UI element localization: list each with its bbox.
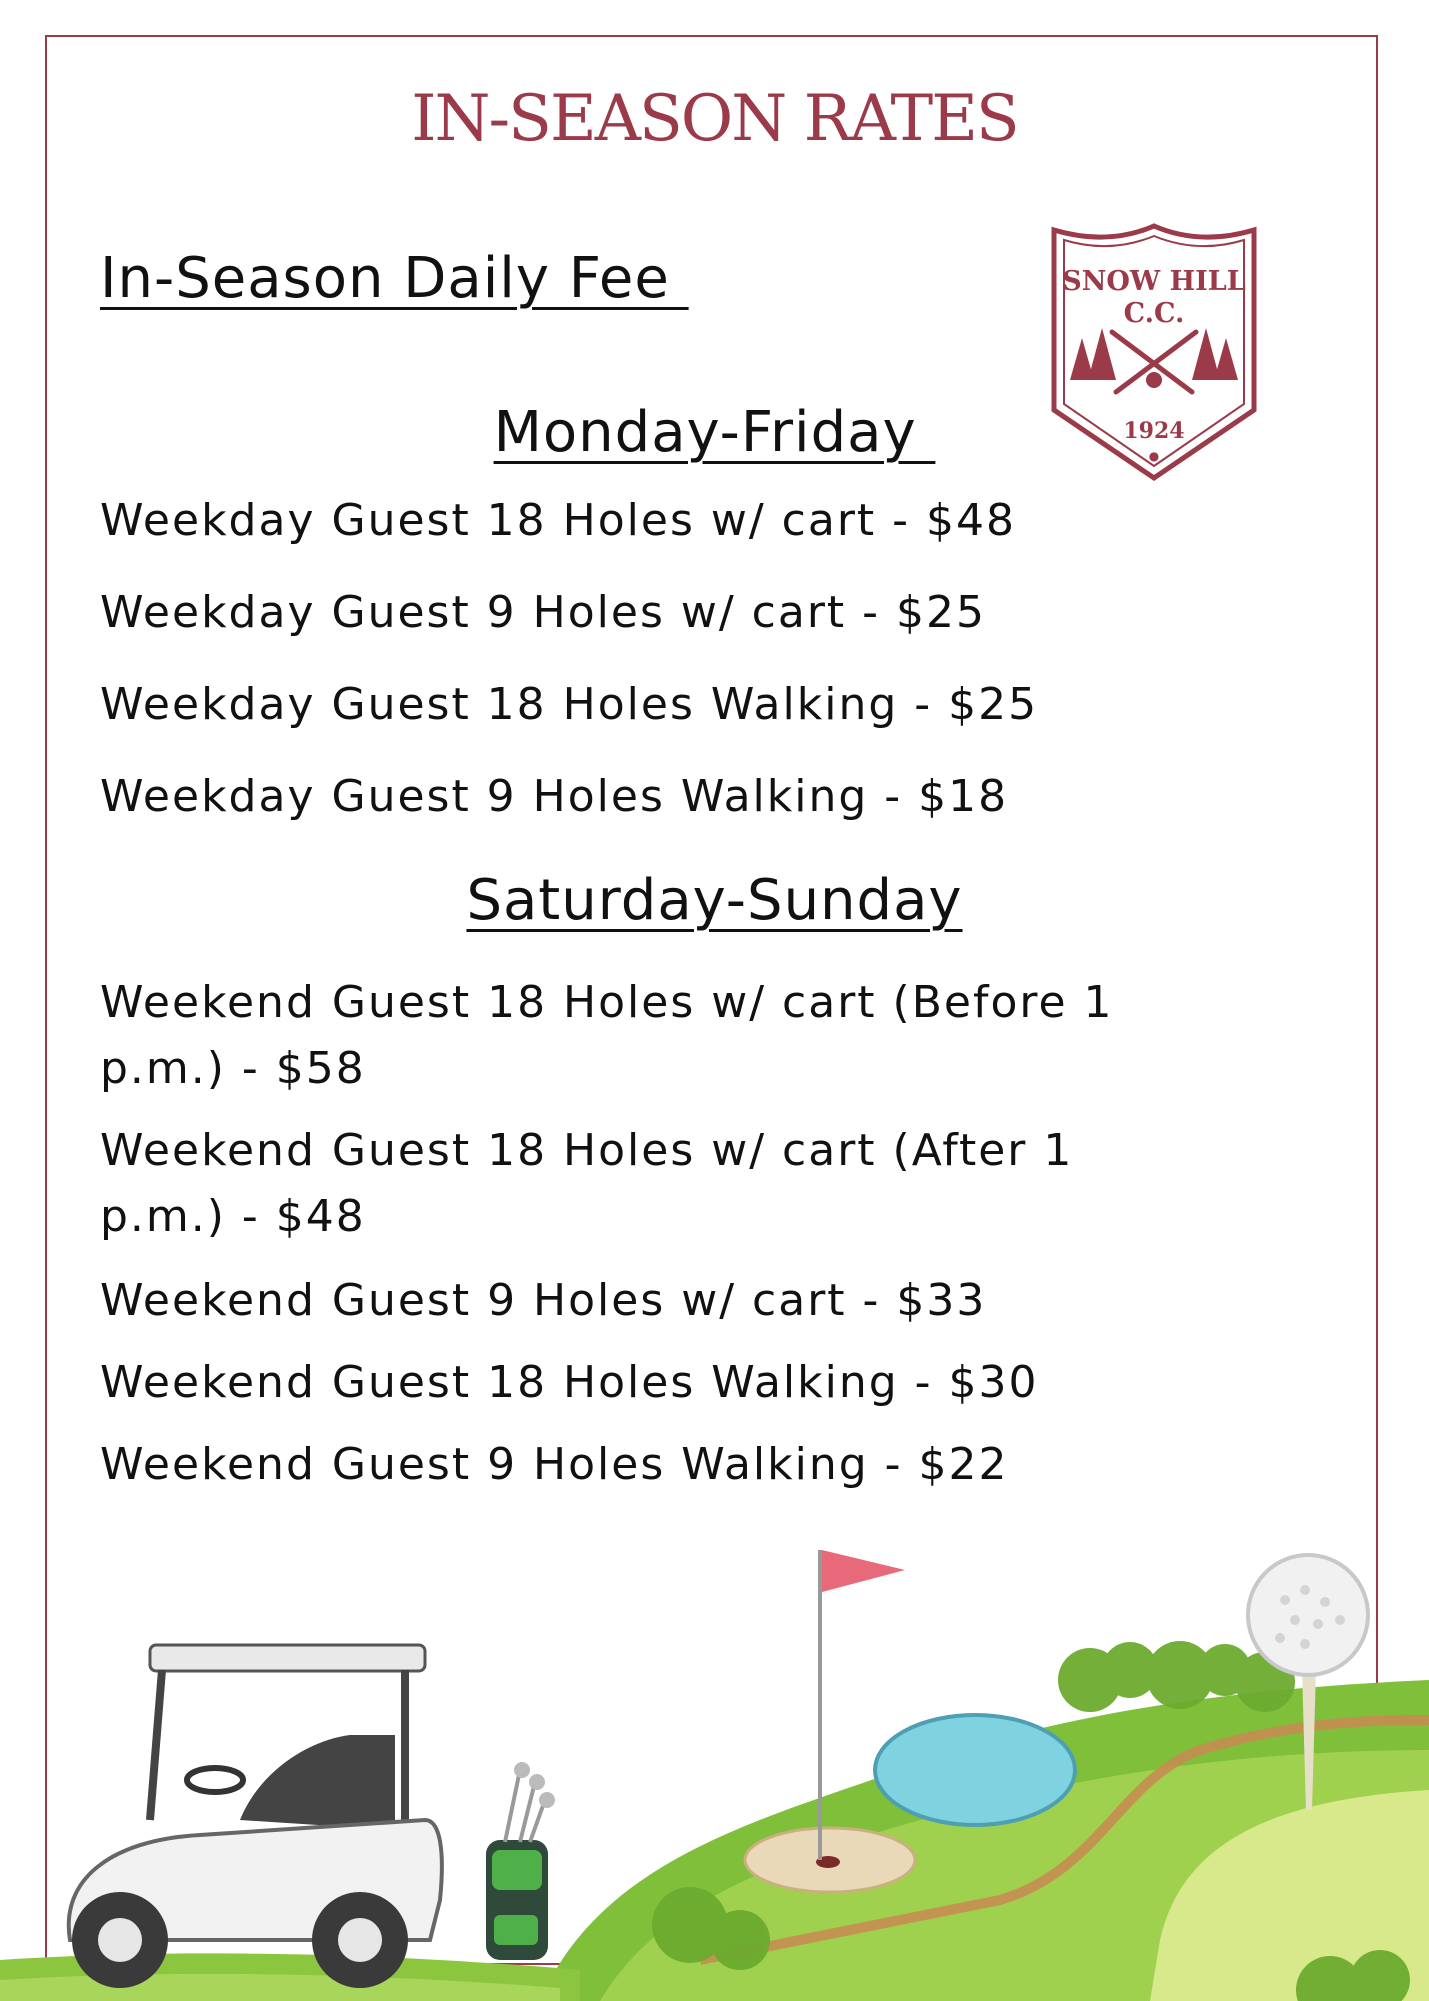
rate-item: Weekend Guest 18 Holes w/ cart (After 1 p.m.) - $48 (100, 1125, 1074, 1242)
rate-item: Weekday Guest 18 Holes w/ cart - $48 (100, 495, 1016, 546)
rate-item: Weekday Guest 9 Holes Walking - $18 (100, 771, 1009, 822)
golf-bag-icon (486, 1762, 555, 1960)
daily-fee-heading: In-Season Daily Fee (100, 246, 689, 311)
golf-course-illustration (0, 1520, 1429, 2001)
pond (875, 1715, 1075, 1825)
weekday-heading: Monday-Friday (493, 400, 936, 465)
flag-icon (822, 1550, 905, 1592)
weekend-heading: Saturday-Sunday (466, 868, 963, 933)
rate-item: Weekend Guest 9 Holes Walking - $22 (100, 1439, 1009, 1490)
rate-item: Weekend Guest 18 Holes Walking - $30 (100, 1357, 1039, 1408)
golf-cart-icon (69, 1645, 442, 1988)
logo-name: SNOW HILL (1062, 266, 1246, 297)
rate-item: Weekday Guest 9 Holes w/ cart - $25 (100, 587, 986, 638)
svg-text:●: ● (1148, 449, 1160, 463)
logo-cc: C.C. (1123, 298, 1185, 329)
logo-year: 1924 (1123, 418, 1185, 444)
rate-item: Weekday Guest 18 Holes Walking - $25 (100, 679, 1039, 730)
rate-item: Weekend Guest 9 Holes w/ cart - $33 (100, 1275, 987, 1326)
golf-ball-icon (1146, 372, 1162, 388)
page-title: IN-SEASON RATES (411, 82, 1018, 156)
golf-ball-icon (1248, 1555, 1368, 1675)
rate-item: Weekend Guest 18 Holes w/ cart (Before 1 p.m.) - $58 (100, 977, 1114, 1094)
